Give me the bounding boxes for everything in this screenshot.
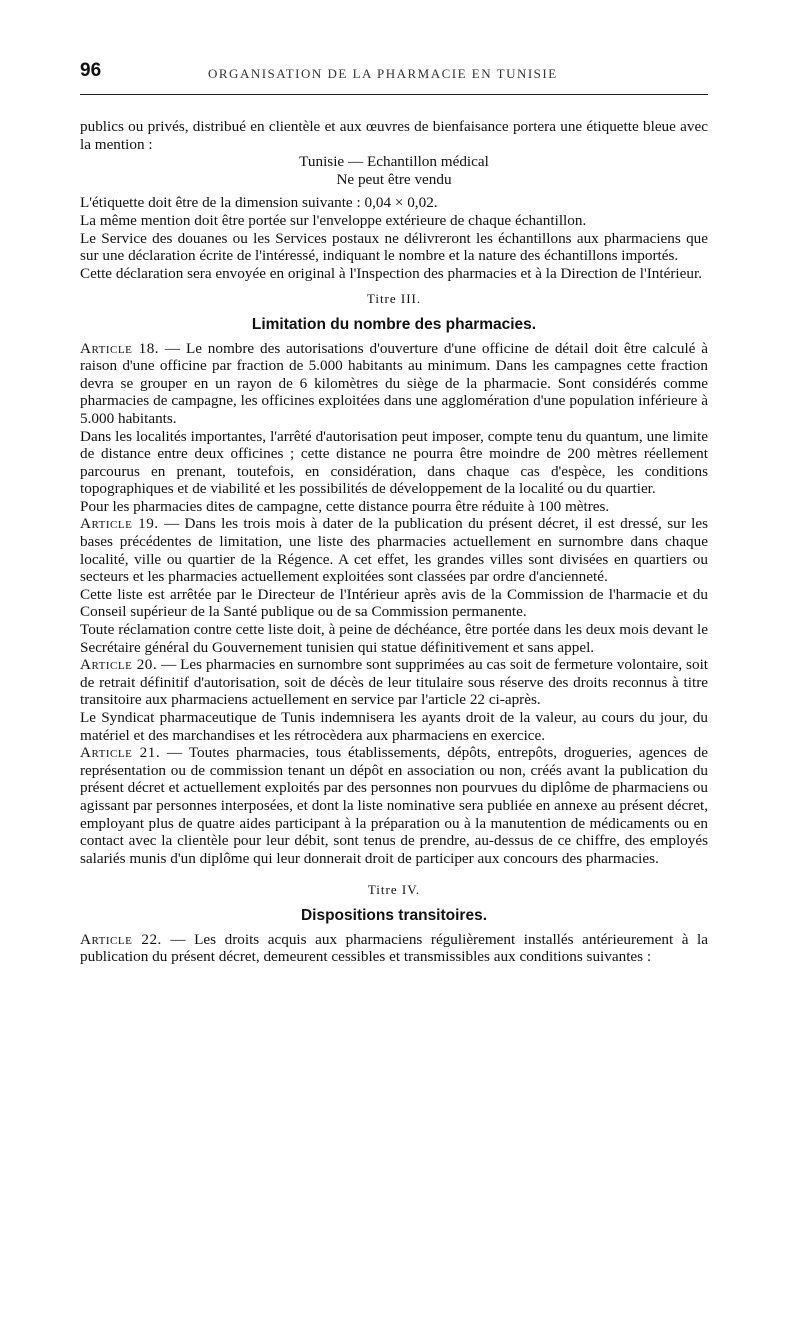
titre-label: Titre IV. bbox=[367, 882, 421, 898]
page-number: 96 bbox=[80, 60, 102, 81]
article-paragraph bbox=[80, 340, 708, 428]
paragraph: Dans les localités importantes, l'arrêté d'autorisation peut imposer, compte tenu du quantum, une limite de distance entre deux officines ; cette distance ne pourra être moindre de 200 mètres réellement parcourus en prenant, toutefois, en considération, dans chaque cas d'espèce, les conditions topographiques et de viabilité et les possibilités de développement de la localité ou du quartier. bbox=[80, 427, 708, 498]
paragraph: publics ou privés, distribué en clientèle et aux œuvres de bienfaisance portera une étiquette bleue avec la mention : bbox=[80, 118, 708, 153]
article-paragraph bbox=[80, 931, 708, 966]
article-text: — Les droits acquis aux pharmaciens régulièrement installés antérieurement à la publication du présent décret, demeurent cessibles et transmissibles aux conditions suivantes : bbox=[80, 930, 708, 966]
article-text: — Le nombre des autorisations d'ouverture d'une officine de détail doit être calculé à raison d'une officine par fraction de 5.000 habitants au minimum. Dans les campagnes cette fraction devra se grouper en un rayon de 6 kilomètres du siège de la pharmacie. Sont considérés comme pharmacies de campagne, les officines exploitées dans une agglomération d'une population inférieure à 5.000 habitants. bbox=[80, 339, 708, 427]
label-mention-line: Tunisie — Echantillon médical bbox=[299, 153, 489, 171]
article-label: Article 19. bbox=[80, 515, 159, 533]
paragraph: Le Service des douanes ou les Services postaux ne délivreront les échantillons aux pharmaciens que sur une déclaration écrite de l'intéressé, indiquant le nombre et la nature des échantillons importés. bbox=[80, 229, 708, 265]
article-text: — Toutes pharmacies, tous établissements, dépôts, entrepôts, drogueries, agences de représentation ou de commission tenant un dépôt en association ou non, créés avant la publication du présent décret et actuellement exploités par des personnes non pourvues du diplôme de pharmaciens ou agissant par personnes interposées, et dont la liste nominative sera publiée en annexe au présent décret, employant plus de quatre aides participant à la préparation ou à la manutention de médicaments ou en contact avec la clientèle pour leur débit, sont tenus de prendre, au-dessus de ce chiffre, des employés salariés munis d'un diplôme qui leur donnerait droit de participer aux concours des pharmacies. bbox=[80, 744, 708, 867]
running-head: ORGANISATION DE LA PHARMACIE EN TUNISIE bbox=[208, 66, 558, 81]
paragraph: Toute réclamation contre cette liste doit, à peine de déchéance, être portée dans les deux mois devant le Secrétaire général du Gouvernement tunisien qui statue définitivement et sans appel. bbox=[80, 621, 708, 656]
article-text: — Dans les trois mois à dater de la publication du présent décret, il est dressé, sur les bases précédentes de limitation, une liste des pharmacies actuellement en surnombre dans chaque localité, ville ou quartier de la Régence. A cet effet, les grandes villes sont divisées en quartiers ou secteurs et les pharmacies actuellement exploitées sont classées par ordre d'ancienneté. bbox=[80, 515, 708, 586]
article-paragraph bbox=[80, 515, 708, 585]
page bbox=[80, 60, 709, 966]
paragraph: L'étiquette doit être de la dimension suivante : 0,04 × 0,02. bbox=[80, 194, 438, 212]
article-label: Article 22. bbox=[80, 930, 162, 948]
section-heading: Dispositions transitoires. bbox=[300, 906, 488, 924]
titre-label: Titre III. bbox=[366, 291, 422, 307]
paragraph: Pour les pharmacies dites de campagne, cette distance pourra être réduite à 100 mètres. bbox=[80, 497, 610, 515]
article-label: Article 18. bbox=[80, 339, 160, 357]
label-mention-line: Ne peut être vendu bbox=[336, 170, 452, 188]
page-header bbox=[80, 60, 708, 86]
body-text bbox=[80, 118, 708, 966]
section-heading: Limitation du nombre des pharmacies. bbox=[251, 315, 537, 333]
header-rule bbox=[80, 94, 708, 95]
paragraph: Le Syndicat pharmaceutique de Tunis indemnisera les ayants droit de la valeur, au cours du jour, du matériel et des marchandises et les rétrocèdera aux pharmaciens en exercice. bbox=[80, 709, 708, 744]
paragraph: Cette liste est arrêtée par le Directeur de l'Intérieur après avis de la Commission de l'harmacie et du Conseil supérieur de la Santé publique ou de sa Commission permanente. bbox=[80, 585, 708, 621]
paragraph: Cette déclaration sera envoyée en original à l'Inspection des pharmacies et à la Direction de l'Intérieur. bbox=[80, 264, 702, 282]
paragraph: La même mention doit être portée sur l'enveloppe extérieure de chaque échantillon. bbox=[80, 211, 587, 229]
article-paragraph bbox=[80, 656, 708, 709]
article-text: — Les pharmacies en surnombre sont supprimées au cas soit de fermeture volontaire, soit de retrait définitif d'autorisation, soit de décès de leur titulaire sous réserve des droits reconnus à titre transitoire aux pharmaciens actuellement en service par l'article 22 ci-après. bbox=[80, 656, 709, 709]
article-label: Article 20. bbox=[80, 656, 158, 674]
article-paragraph bbox=[80, 744, 708, 867]
article-label: Article 21. bbox=[80, 744, 161, 762]
